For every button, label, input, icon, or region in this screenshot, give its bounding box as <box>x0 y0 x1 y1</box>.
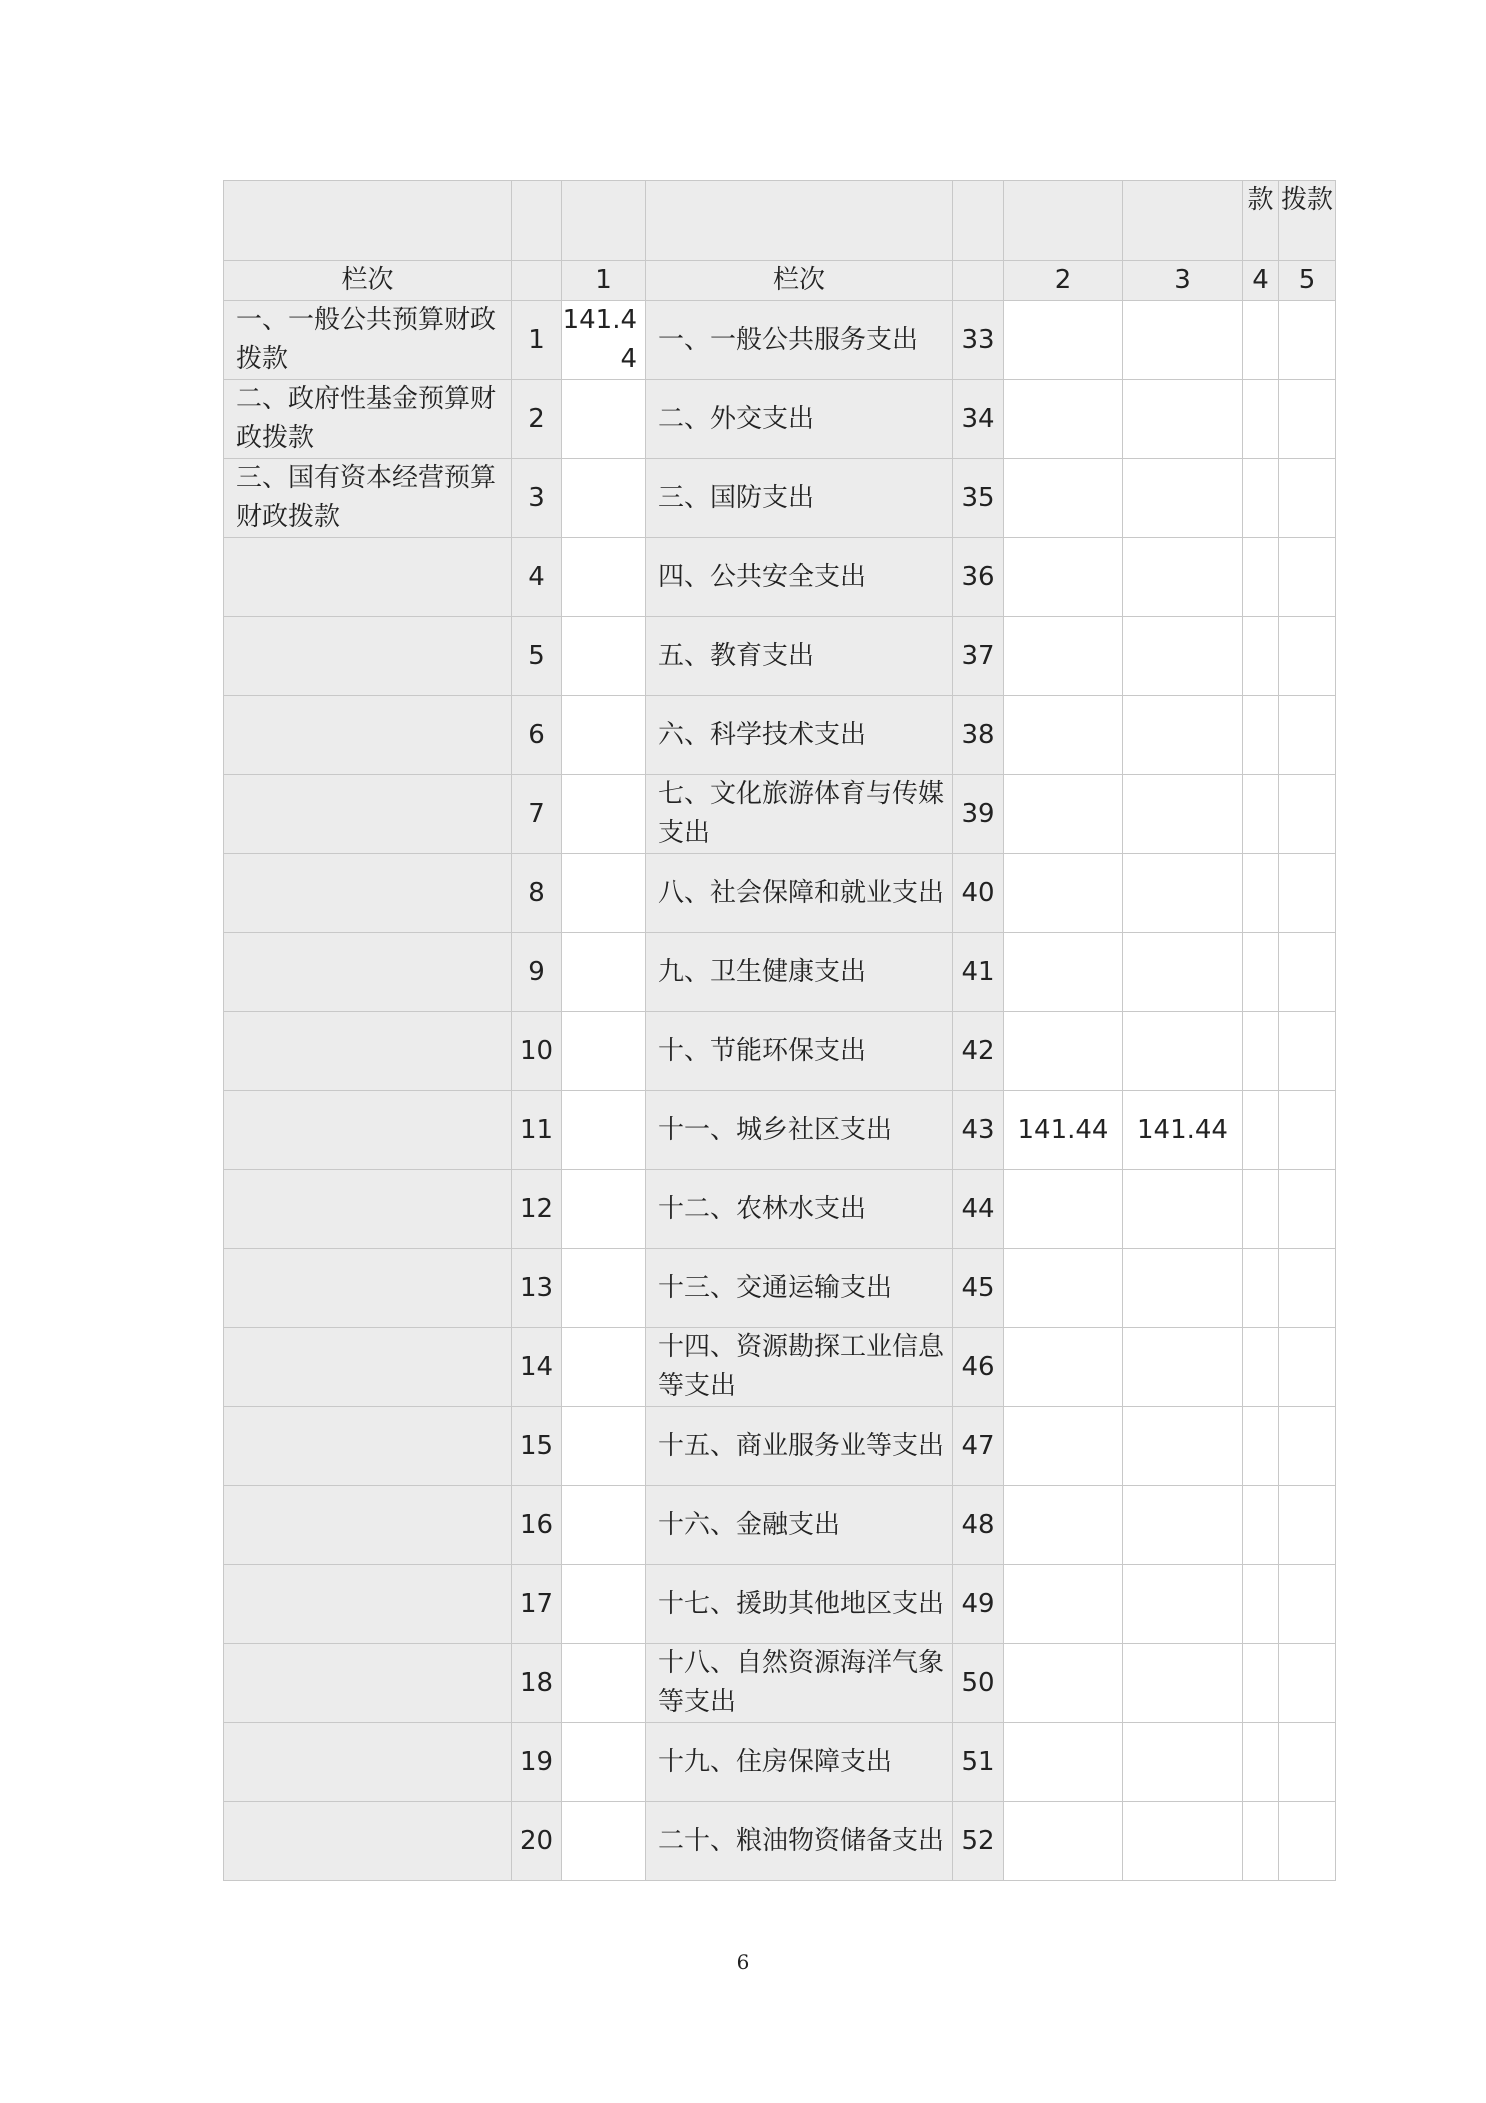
col4-cell <box>1243 1723 1279 1802</box>
basic-cell <box>1123 775 1243 854</box>
col5-cell <box>1279 1091 1336 1170</box>
col5-cell <box>1279 1170 1336 1249</box>
total-cell <box>1004 1644 1123 1723</box>
expense-item-cell: 四、公共安全支出 <box>646 538 953 617</box>
expense-line-number-cell: 37 <box>953 617 1004 696</box>
total-cell <box>1004 775 1123 854</box>
column-number-3: 3 <box>1123 261 1243 301</box>
amount-cell <box>562 380 646 459</box>
table-row <box>224 1170 1336 1249</box>
line-number-cell: 3 <box>512 459 562 538</box>
header-top-cell <box>512 181 562 261</box>
income-cell <box>224 1407 512 1486</box>
expense-line-number-cell: 51 <box>953 1723 1004 1802</box>
income-cell <box>224 1565 512 1644</box>
income-cell <box>224 775 512 854</box>
col5-cell <box>1279 538 1336 617</box>
total-cell: 141.44 <box>1004 1091 1123 1170</box>
col5-cell <box>1279 1407 1336 1486</box>
expense-line-number-cell: 46 <box>953 1328 1004 1407</box>
header-top-cell <box>953 181 1004 261</box>
table-row <box>224 1407 1336 1486</box>
expense-line-number-cell: 40 <box>953 854 1004 933</box>
left-column-label: 栏次 <box>224 261 512 301</box>
total-cell <box>1004 538 1123 617</box>
header-top-cell <box>1004 181 1123 261</box>
header-top-col5 <box>1279 181 1336 261</box>
expense-item-cell: 十三、交通运输支出 <box>646 1249 953 1328</box>
expense-line-number-cell: 44 <box>953 1170 1004 1249</box>
table-row <box>224 1723 1336 1802</box>
income-cell <box>224 933 512 1012</box>
line-number-cell: 15 <box>512 1407 562 1486</box>
col5-cell <box>1279 1644 1336 1723</box>
column-number-2: 2 <box>1004 261 1123 301</box>
total-cell <box>1004 1723 1123 1802</box>
income-cell <box>224 696 512 775</box>
line-number-cell: 2 <box>512 380 562 459</box>
line-number-cell: 13 <box>512 1249 562 1328</box>
table-row <box>224 1486 1336 1565</box>
line-number-cell: 6 <box>512 696 562 775</box>
col5-cell <box>1279 933 1336 1012</box>
total-cell <box>1004 933 1123 1012</box>
line-number-cell: 12 <box>512 1170 562 1249</box>
col5-cell <box>1279 617 1336 696</box>
expense-line-number-cell: 35 <box>953 459 1004 538</box>
header-top-cell <box>224 181 512 261</box>
income-cell: 二、政府性基金预算财政拨款 <box>224 380 512 459</box>
table-row <box>224 775 1336 854</box>
line-number-cell: 18 <box>512 1644 562 1723</box>
amount-cell <box>562 1407 646 1486</box>
expense-item-cell: 五、教育支出 <box>646 617 953 696</box>
col5-cell <box>1279 301 1336 380</box>
amount-cell <box>562 1486 646 1565</box>
expense-line-number-cell: 36 <box>953 538 1004 617</box>
basic-cell: 141.44 <box>1123 1091 1243 1170</box>
col4-cell <box>1243 538 1279 617</box>
col5-cell <box>1279 1486 1336 1565</box>
table-row <box>224 854 1336 933</box>
col4-cell <box>1243 933 1279 1012</box>
table-row <box>224 1328 1336 1407</box>
line-number-cell: 19 <box>512 1723 562 1802</box>
col4-cell <box>1243 617 1279 696</box>
table-row <box>224 1249 1336 1328</box>
header-top-col4 <box>1243 181 1279 261</box>
expense-item-cell: 十二、农林水支出 <box>646 1170 953 1249</box>
expense-item-cell: 八、社会保障和就业支出 <box>646 854 953 933</box>
income-cell <box>224 1249 512 1328</box>
expense-item-cell: 十七、援助其他地区支出 <box>646 1565 953 1644</box>
expense-item-cell: 十八、自然资源海洋气象等支出 <box>646 1644 953 1723</box>
amount-cell <box>562 696 646 775</box>
total-cell <box>1004 696 1123 775</box>
income-cell: 三、国有资本经营预算财政拨款 <box>224 459 512 538</box>
col4-cell <box>1243 1249 1279 1328</box>
basic-cell <box>1123 538 1243 617</box>
expense-item-cell: 十六、金融支出 <box>646 1486 953 1565</box>
header-top-cell <box>1123 181 1243 261</box>
total-cell <box>1004 1170 1123 1249</box>
income-cell <box>224 1170 512 1249</box>
income-cell <box>224 1723 512 1802</box>
total-cell <box>1004 301 1123 380</box>
basic-cell <box>1123 1802 1243 1881</box>
amount-cell <box>562 1091 646 1170</box>
col4-cell <box>1243 775 1279 854</box>
col4-cell <box>1243 696 1279 775</box>
table-row <box>224 1012 1336 1091</box>
amount-cell <box>562 775 646 854</box>
amount-cell <box>562 1644 646 1723</box>
amount-cell <box>562 1328 646 1407</box>
line-number-cell: 10 <box>512 1012 562 1091</box>
col5-cell <box>1279 775 1336 854</box>
expense-line-number-cell: 47 <box>953 1407 1004 1486</box>
col4-cell <box>1243 1170 1279 1249</box>
basic-cell <box>1123 1328 1243 1407</box>
basic-cell <box>1123 696 1243 775</box>
expense-line-number-cell: 52 <box>953 1802 1004 1881</box>
expense-item-cell: 九、卫生健康支出 <box>646 933 953 1012</box>
expense-item-cell: 三、国防支出 <box>646 459 953 538</box>
income-cell <box>224 1802 512 1881</box>
col5-cell <box>1279 1565 1336 1644</box>
total-cell <box>1004 1486 1123 1565</box>
amount-cell <box>562 538 646 617</box>
expense-line-number-cell: 42 <box>953 1012 1004 1091</box>
income-cell <box>224 538 512 617</box>
expense-line-number-cell: 38 <box>953 696 1004 775</box>
table-row <box>224 696 1336 775</box>
col4-cell <box>1243 1328 1279 1407</box>
col4-cell <box>1243 380 1279 459</box>
basic-cell <box>1123 1249 1243 1328</box>
line-number-cell: 20 <box>512 1802 562 1881</box>
total-cell <box>1004 1565 1123 1644</box>
basic-cell <box>1123 1012 1243 1091</box>
expense-line-number-cell: 34 <box>953 380 1004 459</box>
expense-line-number-cell: 33 <box>953 301 1004 380</box>
header-top-cell <box>562 181 646 261</box>
table-row <box>224 380 1336 459</box>
page-number: 6 <box>736 1950 750 1974</box>
left-column-number: 1 <box>562 261 646 301</box>
expense-item-cell: 七、文化旅游体育与传媒支出 <box>646 775 953 854</box>
total-cell <box>1004 380 1123 459</box>
header-col5-text: 拨款 <box>1280 185 1333 215</box>
line-number-cell: 7 <box>512 775 562 854</box>
column-number-5: 5 <box>1279 261 1336 301</box>
col5-cell <box>1279 380 1336 459</box>
total-cell <box>1004 1328 1123 1407</box>
table-row <box>224 1091 1336 1170</box>
table-row <box>224 301 1336 380</box>
total-cell <box>1004 1012 1123 1091</box>
income-cell <box>224 617 512 696</box>
col4-cell <box>1243 459 1279 538</box>
expense-line-number-cell: 48 <box>953 1486 1004 1565</box>
total-cell <box>1004 854 1123 933</box>
line-number-cell: 5 <box>512 617 562 696</box>
basic-cell <box>1123 854 1243 933</box>
col5-cell <box>1279 1012 1336 1091</box>
expense-line-number-cell: 49 <box>953 1565 1004 1644</box>
income-cell <box>224 1486 512 1565</box>
expense-item-cell: 十一、城乡社区支出 <box>646 1091 953 1170</box>
table-row <box>224 1802 1336 1881</box>
total-cell <box>1004 1249 1123 1328</box>
basic-cell <box>1123 301 1243 380</box>
line-number-cell: 11 <box>512 1091 562 1170</box>
basic-cell <box>1123 1565 1243 1644</box>
header-blank-cell <box>953 261 1004 301</box>
amount-cell <box>562 1249 646 1328</box>
expense-line-number-cell: 50 <box>953 1644 1004 1723</box>
income-cell <box>224 1012 512 1091</box>
total-cell <box>1004 459 1123 538</box>
expense-line-number-cell: 45 <box>953 1249 1004 1328</box>
total-cell <box>1004 1407 1123 1486</box>
amount-cell <box>562 933 646 1012</box>
col4-cell <box>1243 1012 1279 1091</box>
expense-line-number-cell: 39 <box>953 775 1004 854</box>
basic-cell <box>1123 380 1243 459</box>
col5-cell <box>1279 854 1336 933</box>
col4-cell <box>1243 1802 1279 1881</box>
income-cell <box>224 1091 512 1170</box>
col4-cell <box>1243 1486 1279 1565</box>
basic-cell <box>1123 617 1243 696</box>
expense-item-cell: 十九、住房保障支出 <box>646 1723 953 1802</box>
amount-cell <box>562 1723 646 1802</box>
table-row <box>224 933 1336 1012</box>
table-row <box>224 538 1336 617</box>
amount-cell <box>562 854 646 933</box>
column-number-4: 4 <box>1243 261 1279 301</box>
basic-cell <box>1123 1486 1243 1565</box>
budget-table <box>223 180 1336 1881</box>
header-column-number-row <box>224 261 1336 301</box>
col4-cell <box>1243 1407 1279 1486</box>
basic-cell <box>1123 1407 1243 1486</box>
amount-cell <box>562 459 646 538</box>
basic-cell <box>1123 1170 1243 1249</box>
col4-cell <box>1243 1091 1279 1170</box>
expense-item-cell: 六、科学技术支出 <box>646 696 953 775</box>
col4-cell <box>1243 854 1279 933</box>
line-number-cell: 1 <box>512 301 562 380</box>
expense-line-number-cell: 43 <box>953 1091 1004 1170</box>
expense-item-cell: 十、节能环保支出 <box>646 1012 953 1091</box>
income-cell: 一、一般公共预算财政拨款 <box>224 301 512 380</box>
expense-item-cell: 十五、商业服务业等支出 <box>646 1407 953 1486</box>
col4-cell <box>1243 1644 1279 1723</box>
col5-cell <box>1279 1802 1336 1881</box>
header-top-cell <box>646 181 953 261</box>
total-cell <box>1004 617 1123 696</box>
line-number-cell: 17 <box>512 1565 562 1644</box>
basic-cell <box>1123 459 1243 538</box>
col5-cell <box>1279 1723 1336 1802</box>
line-number-cell: 9 <box>512 933 562 1012</box>
header-col4-text: 款 <box>1247 185 1274 215</box>
amount-cell <box>562 1802 646 1881</box>
table-row <box>224 617 1336 696</box>
amount-cell <box>562 1565 646 1644</box>
header-blank-cell <box>512 261 562 301</box>
amount-cell <box>562 1170 646 1249</box>
income-cell <box>224 1328 512 1407</box>
expense-item-cell: 二、外交支出 <box>646 380 953 459</box>
amount-cell <box>562 617 646 696</box>
expense-item-cell: 二十、粮油物资储备支出 <box>646 1802 953 1881</box>
line-number-cell: 8 <box>512 854 562 933</box>
line-number-cell: 14 <box>512 1328 562 1407</box>
amount-cell: 141.44 <box>562 301 646 380</box>
amount-cell <box>562 1012 646 1091</box>
table-row <box>224 459 1336 538</box>
col5-cell <box>1279 1249 1336 1328</box>
col4-cell <box>1243 1565 1279 1644</box>
basic-cell <box>1123 1644 1243 1723</box>
income-cell <box>224 854 512 933</box>
col5-cell <box>1279 696 1336 775</box>
expense-line-number-cell: 41 <box>953 933 1004 1012</box>
expense-item-cell: 十四、资源勘探工业信息等支出 <box>646 1328 953 1407</box>
basic-cell <box>1123 933 1243 1012</box>
right-column-label: 栏次 <box>646 261 953 301</box>
col4-cell <box>1243 301 1279 380</box>
line-number-cell: 4 <box>512 538 562 617</box>
basic-cell <box>1123 1723 1243 1802</box>
table-row <box>224 1644 1336 1723</box>
header-top-row <box>224 181 1336 261</box>
table-row <box>224 1565 1336 1644</box>
line-number-cell: 16 <box>512 1486 562 1565</box>
col5-cell <box>1279 459 1336 538</box>
income-cell <box>224 1644 512 1723</box>
expense-item-cell: 一、一般公共服务支出 <box>646 301 953 380</box>
total-cell <box>1004 1802 1123 1881</box>
col5-cell <box>1279 1328 1336 1407</box>
